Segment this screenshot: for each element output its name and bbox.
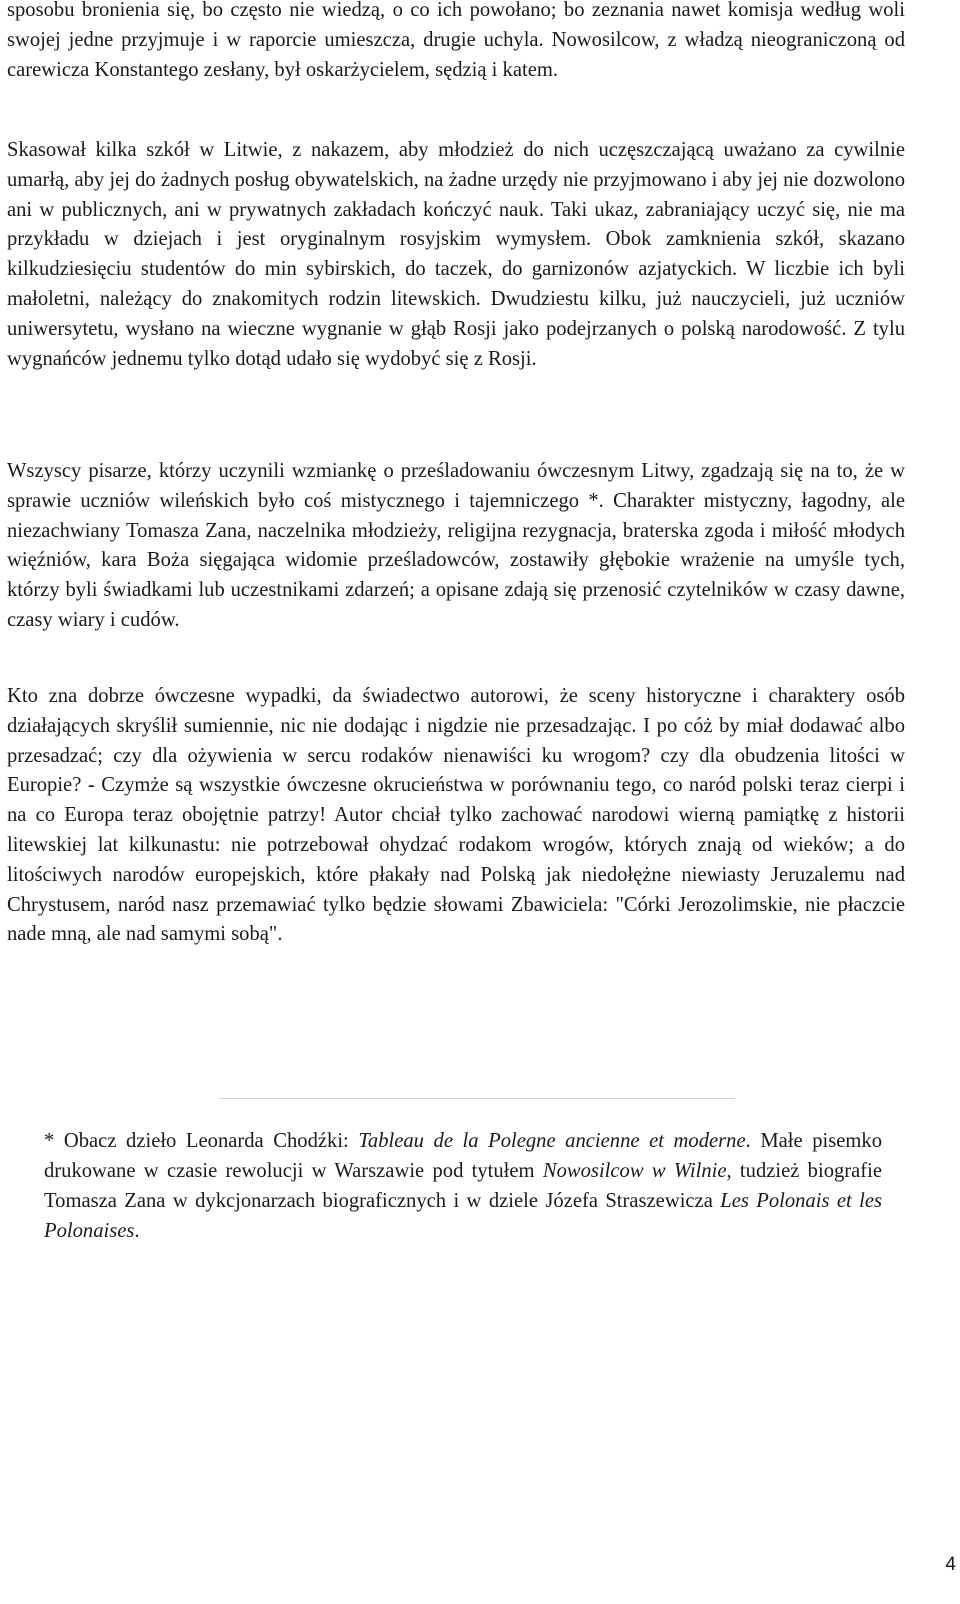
- paragraph-schools: Skasował kilka szkół w Litwie, z nakazem, aby młodzież do nich uczęszczającą uważano za cywilnie umarłą, aby jej do żadnych posług obywatelskich, na żadne urzędy nie przyjmowano i aby jej nie dozwolono ani w publicznych, ani w prywatnych zakładach kończyć nauk. Taki ukaz, zabraniający uczyć się, nie ma przykładu w dziejach i jest oryginalnym rosyjskim wymysłem. Obok zamknienia szkół, skazano kilkudziesięciu studentów do min sybirskich, do taczek, do garnizonów azjatyckich. W liczbie ich byli małoletni, należący do znakomitych rodzin litewskich. Dwudziestu kilku, już nauczycieli, już uczniów uniwersytetu, wysłano na wieczne wygnanie w głąb Rosji jako podejrzanych o polską narodowość. Z tylu wygnańców jednemu tylko dotąd udało się wydobyć się z Rosji.: [7, 139, 905, 370]
- paragraph-intro: sposobu bronienia się, bo często nie wiedzą, o co ich powołano; bo zeznania nawet komisja według woli swojej jedne przyjmuje i w raporcie umieszcza, drugie uchyla. Nowosilcow, z władzą nieograniczoną od carewicza Konstantego zesłany, był oskarżycielem, sędzią i katem.: [7, 0, 905, 81]
- paragraph-witness: Kto zna dobrze ówczesne wypadki, da świadectwo autorowi, że sceny historyczne i charaktery osób działających skryślił sumiennie, nic nie dodając i nigdzie nie przesadzając. I po cóż by miał dodawać albo przesadzać; czy dla ożywienia w sercu rodaków nienawiści ku wrogom? czy dla obudzenia litości w Europie? - Czymże są wszystkie ówczesne okrucieństwa w porównaniu tego, co naród polski teraz cierpi i na co Europa teraz obojętnie patrzy! Autor chciał tylko zachować narodowi wierną pamiątkę z historii litewskiej lat kilkunastu: nie potrzebował ohydzać rodakom wrogów, których znają od wieków; a do litościwych narodów europejskich, które płakały nad Polską jak niedołężne niewiasty Jeruzalemu nad Chrystusem, naród nasz przemawiać tylko będzie słowami Zbawiciela: "Córki Jerozolimskie, nie płaczcie nade mną, ale nad samymi sobą".: [7, 685, 905, 946]
- footnote-title-nowosilcow: Nowosilcow w Wilnie: [542, 1160, 727, 1182]
- footnote-text-biographies: , tudzież biografie Tomasza Zana w dykcjonarzach biograficznych i w dziele Józefa Straszewicza: [44, 1160, 883, 1212]
- footnote-text-end: .: [134, 1220, 140, 1242]
- footnote: [44, 1126, 882, 1246]
- paragraph-writers: Wszyscy pisarze, którzy uczynili wzmiankę o prześladowaniu ówczesnym Litwy, zgadzają się na to, że w sprawie uczniów wileńskich było coś mistycznego i tajemniczego *. Charakter mistyczny, łagodny, ale niezachwiany Tomasza Zana, naczelnika młodzieży, religijna rezygnacja, braterska zgoda i miłość młodych więźniów, kara Boża sięgająca widomie prześladowców, zostawiły głębokie wrażenie na umyśle tych, którzy byli świadkami lub uczestnikami zdarzeń; a opisane zdają się przenosić czytelników w czasy dawne, czasy wiary i cudów.: [7, 460, 905, 631]
- footnote-text-middle: . Małe pisemko drukowane w czasie rewolucji w Warszawie pod tytułem: [44, 1130, 882, 1182]
- footnote-title-tableau: Tableau de la Polegne ancienne et moderne: [358, 1130, 746, 1152]
- page-number: 4: [945, 1554, 956, 1575]
- footnote-title-les-polonais: Les Polonais et les Polonaises: [44, 1190, 882, 1242]
- footnote-separator: [219, 1098, 735, 1099]
- footnote-text-start: * Obacz dzieło Leonarda Chodźki:: [44, 1130, 359, 1152]
